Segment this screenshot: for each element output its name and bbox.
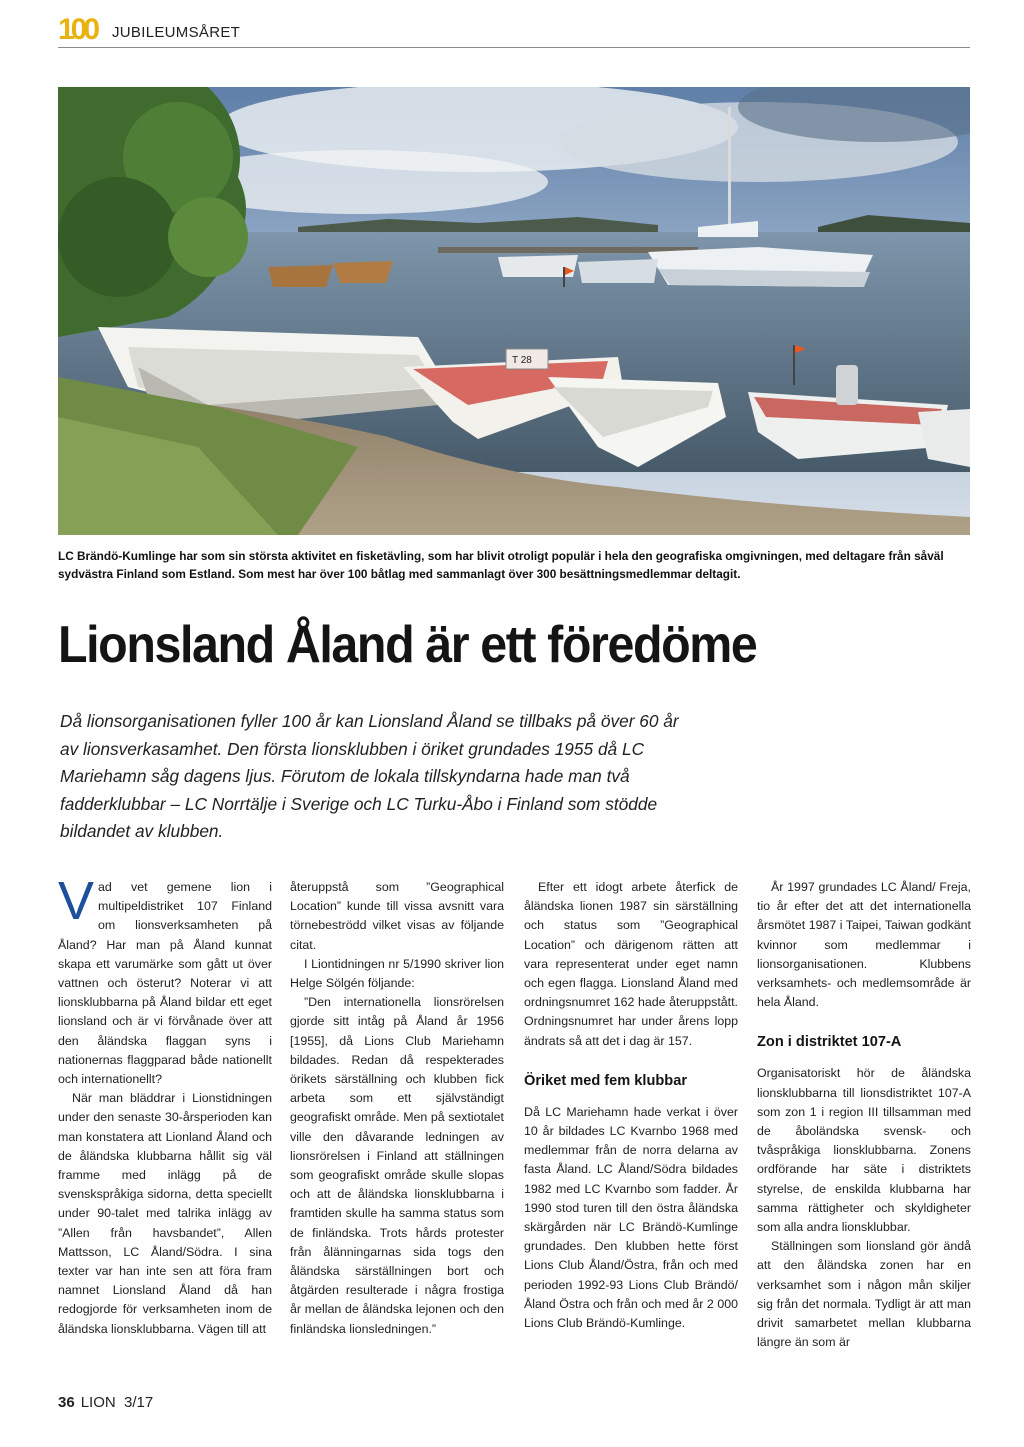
body-column-3 bbox=[524, 878, 738, 1333]
article-ingress: Då lionsorganisationen fyller 100 år kan Lionsland Åland se tillbaks på över 60 år av lionsverkasamhet. Den första lionsklubben i öriket grundades 1955 då LC Mariehamn såg dagens ljus. Förutom de lokala tillskyndarna hade man två fadderklubbar – LC Norrtälje i Sverige och LC Turku-Åbo i Finland som stödde bildandet av klubben. bbox=[60, 711, 679, 841]
page-footer bbox=[58, 1394, 153, 1411]
paragraph-text: ad vet gemene lion i multipeldistriket 107 Finland om lionsverksamheten på Åland? Har man på Åland kunnat skapa ett varumärke som gått ut över vattnen och österut? Noterar vi att lionsklubbarna på Åland bildar ett eget lionsland och är vi förvånade över att den åländska flaggan syns i nationernas flaggparad både nationellt och internationellt? bbox=[58, 880, 272, 1087]
article-headline: Lionsland Åland är ett föredöme bbox=[58, 616, 757, 674]
drop-cap: V bbox=[58, 871, 95, 931]
body-column-2 bbox=[290, 878, 504, 1339]
jubilee-100-logo bbox=[58, 12, 100, 44]
page-number: 36 bbox=[58, 1394, 75, 1411]
quote-paragraph: ”Den internationella lionsrörelsen gjorde sitt intåg på Åland år 1956 [1955], då Lions Club Mariehamn bildades. Redan då respekterades örikets särställning och klubben fick arbeta som ett självständigt geografiskt område. Men på sextiotalet ville den dåvarande ledningen av lionsrörelsen i Finland att ställningen som geografiskt område skulle slopas och att de åländska lionsklubbarna i framtiden skulle ha samma status som de finländska. Trots hårds protester från ålänningarnas sida togs den åländska särställningen bort och åtgärden resulterade i några frostiga år mellan de åländska lejonen och den finländska lionsledningen.” bbox=[290, 995, 504, 1336]
magazine-name: LION bbox=[80, 1394, 116, 1411]
boat-registration: T 28 bbox=[512, 355, 532, 366]
paragraph: Organisatoriskt hör de åländska lionsklubbarna till lionsdistriktet 107-A som zon 1 i region III tillsamman med de åboländska svensk- och tvåspråkiga lionsklubbarna. Zonens ordförande har säte i distriktets styrelse, de enskilda klubbarna har samma rättigheter och skyldigheter som alla andra lionsklubbar. bbox=[757, 1066, 971, 1235]
section-label: JUBILEUMSÅRET bbox=[112, 24, 241, 41]
header-divider bbox=[58, 47, 970, 48]
paragraph: I Liontidningen nr 5/1990 skriver lion Helge Sölgén följande: bbox=[290, 956, 504, 991]
paragraph: När man bläddrar i Lionstidningen under den senaste 30-årsperioden kan man konstatera att Lionland Åland och de åländska klubbarna hållit sig väl framme med inlägg på de svenskspråkiga sidorna, detta speciellt under 90-talet med talrika inlägg av ”Allen från havsbandet”, Allen Mattsson, LC Åland/Södra. I sina texter var han inte sen att föra fram namnet Lionsland Åland då han redogjorde för verksamheten inom de åländska lionsklubbarna. Vägen till att bbox=[58, 1091, 272, 1336]
issue-number: 3/17 bbox=[124, 1394, 154, 1411]
photo-caption: LC Brändö-Kumlinge har som sin största aktivitet en fisketävling, som har blivit otroligt populär i hela den geografiska omgivningen, med deltagare från såväl sydvästra Finland som Estland. Som mest har över 100 båtlag med sammanlagt över 300 besättningsmedlemmar deltagit. bbox=[58, 549, 944, 581]
body-column-4 bbox=[757, 878, 971, 1352]
paragraph: År 1997 grundades LC Åland/ Freja, tio år efter det att det internationella årsmötet 1987 i Taipei, Taiwan godkänt kvinnor som medlemmar i lionsorganisationen. Klubbens verksamhets- och medlemsområde är hela Åland. bbox=[757, 880, 971, 1010]
paragraph: Då LC Mariehamn hade verkat i över 10 år bildades LC Kvarnbo 1968 med medlemmar från de norra delarna av fasta Åland. LC Åland/Södra bildades 1982 med LC Kvarnbo som fadder. År 1990 stod turen till den östra åländska skärgården när LC Brändö-Kumlinge grundades. Den klubben hette först Lions Club Åland/Östra, från och med perioden 1992-93 Lions Club Brändö/ Åland Östra och från och med år 2 000 Lions Club Brändö-Kumlinge. bbox=[524, 1104, 738, 1331]
paragraph: Ställningen som lionsland gör ändå att den åländska zonen har en verksamhet som i någon mån skiljer sig från det normala. Tydligt är att man drivit samarbetet mellan klubbarna längre än som är bbox=[757, 1239, 971, 1350]
subheading: Öriket med fem klubbar bbox=[524, 1072, 688, 1089]
paragraph bbox=[58, 871, 272, 1089]
body-column-1 bbox=[58, 871, 272, 1339]
paragraph: Efter ett idogt arbete återfick de åländska lionen 1987 sin särställning och status som ”Geographical Location” och därigenom rätten att vara representerat under eget namn och egen flagga. Lionsland Åland med ordningsnumret 162 hade återuppstått. Ordningsnumret har under årens lopp ändrats så att det i dag är 157. bbox=[524, 880, 738, 1048]
logo-text: 100 bbox=[58, 13, 97, 44]
subheading: Zon i distriktet 107-A bbox=[757, 1034, 902, 1051]
boats-photo bbox=[58, 87, 970, 535]
paragraph: återuppstå som ”Geographical Location” kunde till vissa avsnitt vara törnebeströdd vilket visas av följande citat. bbox=[290, 880, 504, 952]
